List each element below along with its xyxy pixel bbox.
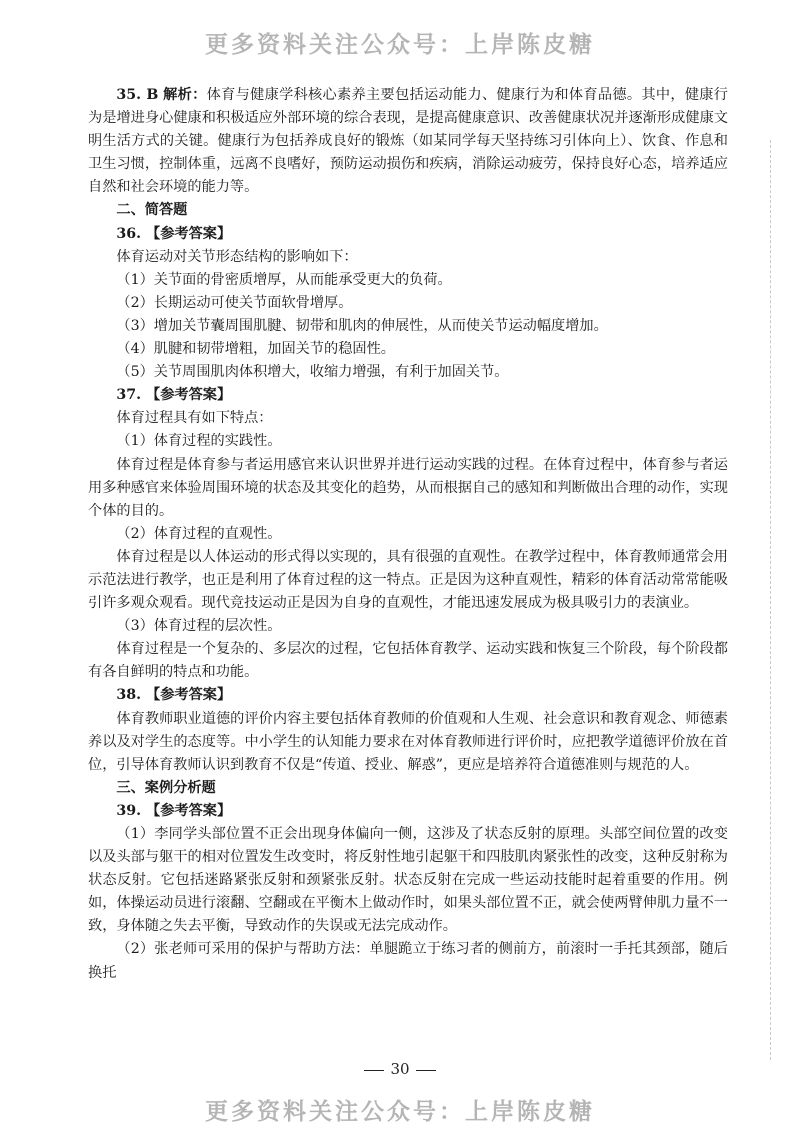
binding-rule: [770, 140, 771, 1060]
q37-point-title: （2）体育过程的直观性。: [116, 525, 282, 542]
q35-number: 35. B: [116, 87, 159, 103]
q36-item: （1）关节面的骨密质增厚，从而能承受更大的负荷。: [116, 271, 452, 288]
q37-point-title: （3）体育过程的层次性。: [116, 618, 282, 635]
q38-heading: 38. 【参考答案】: [116, 687, 232, 704]
q35-text: 体育与健康学科核心素养主要包括运动能力、健康行为和体育品德。其中，健康行为是增进身心健康和积极适应外部环境的综合表现，是提高健康意识、改善健康状况并逐渐形成健康文明生活方式的关键。健康行为包括养成良好的锻炼（如某同学每天坚持练习引体向上）、饮食、作息和卫生习惯，控制体重，远离不良嗜好，预防运动损伤和疾病，消除运动疲劳，保持良好心态，培养适应自然和社会环境的能力等。: [88, 87, 728, 196]
q39-part1: （1）李同学头部位置不正会出现身体偏向一侧，这涉及了状态反射的原理。头部空间位置的改变以及头部与躯干的相对位置发生改变时，将反射性地引起躯干和四肢肌肉紧张性的改变，这种反射称为状态反射。它包括迷路紧张反射和颈紧张反射。状态反射在完成一些运动技能时起着重要的作用。例如，体操运动员进行滚翻、空翻或在平衡木上做动作时，如果头部位置不正，就会使两臂伸肌力量不一致，身体随之失去平衡，导致动作的失误或无法完成动作。: [88, 826, 728, 935]
answer-content: [88, 84, 728, 985]
section-short-answer: 二、简答题: [116, 202, 188, 219]
page-dash-right: [416, 1070, 436, 1071]
watermark-top: 更多资料关注公众号：上岸陈皮糖: [205, 32, 595, 58]
q36-item: （5）关节周围肌肉体积增大，收缩力增强，有利于加固关节。: [116, 364, 509, 381]
q36-item: （2）长期运动可使关节面软骨增厚。: [116, 294, 353, 311]
q38-text: 体育教师职业道德的评价内容主要包括体育教师的价值观和人生观、社会意识和教育观念、师德素养以及对学生的态度等。中小学生的认知能力要求在对体育教师进行评价时，应把教学道德评价放在首位，引导体育教师认识到教育不仅是“传道、授业、解惑”，更应是培养符合道德准则与规范的人。: [88, 710, 728, 773]
page-number-value: 30: [390, 1060, 410, 1078]
q35-label: 解析：: [163, 87, 207, 103]
q37-point-text: 体育过程是一个复杂的、多层次的过程，它包括体育教学、运动实践和恢复三个阶段，每个阶段都有各自鲜明的特点和功能。: [88, 641, 728, 681]
q37-point-title: （1）体育过程的实践性。: [116, 433, 282, 450]
q37-intro: 体育过程具有如下特点：: [116, 410, 273, 427]
q36-intro: 体育运动对关节形态结构的影响如下：: [116, 248, 358, 265]
q35-paragraph: [88, 84, 728, 199]
q36-item: （3）增加关节囊周围肌腱、韧带和肌肉的伸展性，从而使关节运动幅度增加。: [116, 317, 608, 334]
q37-point-text: 体育过程是以人体运动的形式得以实现的，具有很强的直观性。在教学过程中，体育教师通常会用示范法进行教学，也正是利用了体育过程的这一特点。正是因为这种直观性，精彩的体育活动常常能吸引许多观众观看。现代竞技运动正是因为自身的直观性，才能迅速发展成为极具吸引力的表演业。: [88, 548, 728, 612]
page-dash-left: [364, 1070, 384, 1071]
q39-heading: 39. 【参考答案】: [116, 802, 232, 819]
q37-point-text: 体育过程是体育参与者运用感官来认识世界并进行运动实践的过程。在体育过程中，体育参与者运用多种感官来体验周围环境的状态及其变化的趋势，从而根据自己的感知和判断做出合理的动作，实现个体的目的。: [88, 456, 728, 519]
q39-part2: （2）张老师可采用的保护与帮助方法：单腿跪立于练习者的侧前方，前滚时一手托其颈部，随后换托: [88, 941, 728, 981]
q37-heading: 37. 【参考答案】: [116, 387, 232, 404]
section-case-analysis: 三、案例分析题: [116, 779, 216, 796]
q36-item: （4）肌腱和韧带增粗，加固关节的稳固性。: [116, 341, 395, 358]
page-number: [0, 1060, 800, 1078]
q36-heading: 36. 【参考答案】: [116, 225, 232, 242]
watermark-bottom: 更多资料关注公众号：上岸陈皮糖: [205, 1099, 595, 1125]
